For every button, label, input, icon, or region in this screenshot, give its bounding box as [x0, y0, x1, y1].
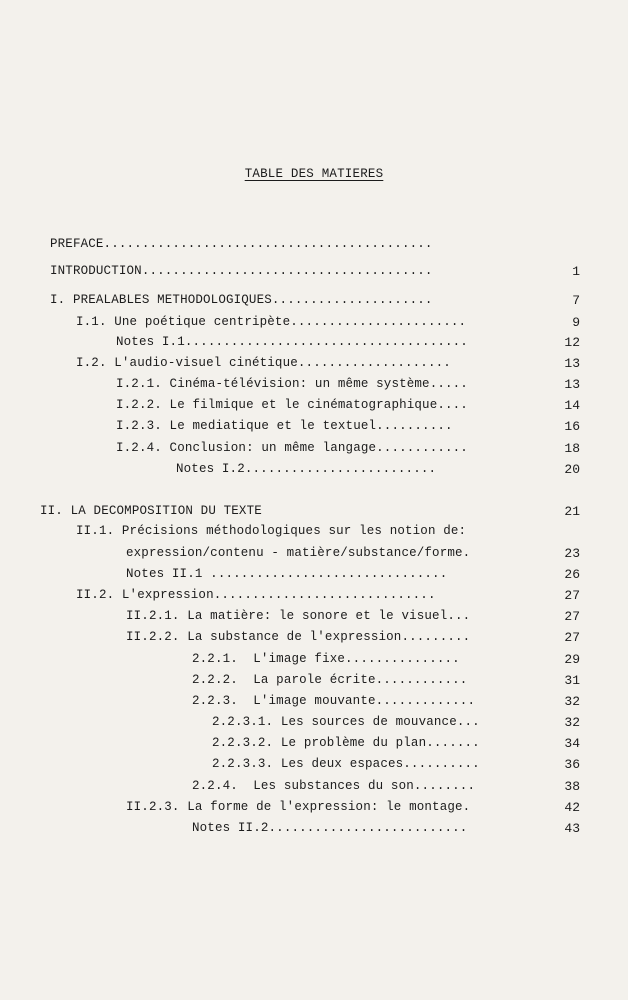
toc-entry: expression/contenu - matière/substance/forme. — [126, 546, 471, 560]
toc-entry: 2.2.3.2. Le problème du plan....... — [212, 736, 480, 750]
toc-entry: I. PREALABLES METHODOLOGIQUES..................... — [50, 293, 433, 307]
toc-page-number: 29 — [564, 652, 580, 667]
toc-entry: I.2.3. Le mediatique et le textuel.......... — [116, 419, 453, 433]
toc-entry: II. LA DECOMPOSITION DU TEXTE — [40, 504, 262, 518]
toc-entry: Notes I.1..................................... — [116, 335, 468, 349]
toc-page-number: 21 — [564, 504, 580, 519]
toc-entry: 2.2.1. L'image fixe............... — [192, 652, 460, 666]
toc-page-number: 27 — [564, 588, 580, 603]
toc-entry: PREFACE........................................... — [50, 237, 433, 251]
toc-entry: Notes II.2.......................... — [192, 821, 468, 835]
toc-page-number: 9 — [572, 315, 580, 330]
toc-page-number: 32 — [564, 715, 580, 730]
toc-entry: 2.2.3. L'image mouvante............. — [192, 694, 476, 708]
toc-page-number: 1 — [572, 264, 580, 279]
toc-entry: Notes I.2......................... — [176, 462, 437, 476]
toc-page-number: 38 — [564, 779, 580, 794]
toc-page-number: 34 — [564, 736, 580, 751]
toc-page-number: 20 — [564, 462, 580, 477]
toc-entry: II.2. L'expression............................. — [76, 588, 436, 602]
toc-entry: 2.2.4. Les substances du son........ — [192, 779, 476, 793]
toc-page-number: 7 — [572, 293, 580, 308]
toc-entry: II.2.1. La matière: le sonore et le visuel... — [126, 609, 471, 623]
toc-entry: I.1. Une poétique centripète....................... — [76, 315, 467, 329]
toc-entry: II.2.2. La substance de l'expression......... — [126, 630, 471, 644]
toc-entry: 2.2.3.3. Les deux espaces.......... — [212, 757, 480, 771]
toc-page-number: 26 — [564, 567, 580, 582]
toc-entry: I.2.4. Conclusion: un même langage............ — [116, 441, 468, 455]
toc-page-number: 16 — [564, 419, 580, 434]
toc-page-number: 27 — [564, 609, 580, 624]
toc-page-number: 13 — [564, 356, 580, 371]
toc-entry: I.2.1. Cinéma-télévision: un même système..... — [116, 377, 468, 391]
toc-page-number: 32 — [564, 694, 580, 709]
toc-entry: II.1. Précisions méthodologiques sur les notion de: — [76, 524, 467, 538]
page-title: TABLE DES MATIERES — [244, 167, 384, 181]
toc-page-number: 31 — [564, 673, 580, 688]
toc-page-number: 18 — [564, 441, 580, 456]
toc-entry: 2.2.3.1. Les sources de mouvance... — [212, 715, 480, 729]
toc-page-number: 12 — [564, 335, 580, 350]
toc-entry: INTRODUCTION...................................... — [50, 264, 433, 278]
toc-page-number: 13 — [564, 377, 580, 392]
toc-entry: 2.2.2. La parole écrite............ — [192, 673, 468, 687]
toc-page-number: 42 — [564, 800, 580, 815]
toc-entry: I.2. L'audio-visuel cinétique.................... — [76, 356, 451, 370]
toc-page-number: 27 — [564, 630, 580, 645]
toc-page-number: 14 — [564, 398, 580, 413]
toc-entry: I.2.2. Le filmique et le cinématographique.... — [116, 398, 468, 412]
toc-page-number: 23 — [564, 546, 580, 561]
toc-entry: II.2.3. La forme de l'expression: le montage. — [126, 800, 471, 814]
toc-page-number: 36 — [564, 757, 580, 772]
toc-entry: Notes II.1 ............................... — [126, 567, 448, 581]
toc-page-number: 43 — [564, 821, 580, 836]
